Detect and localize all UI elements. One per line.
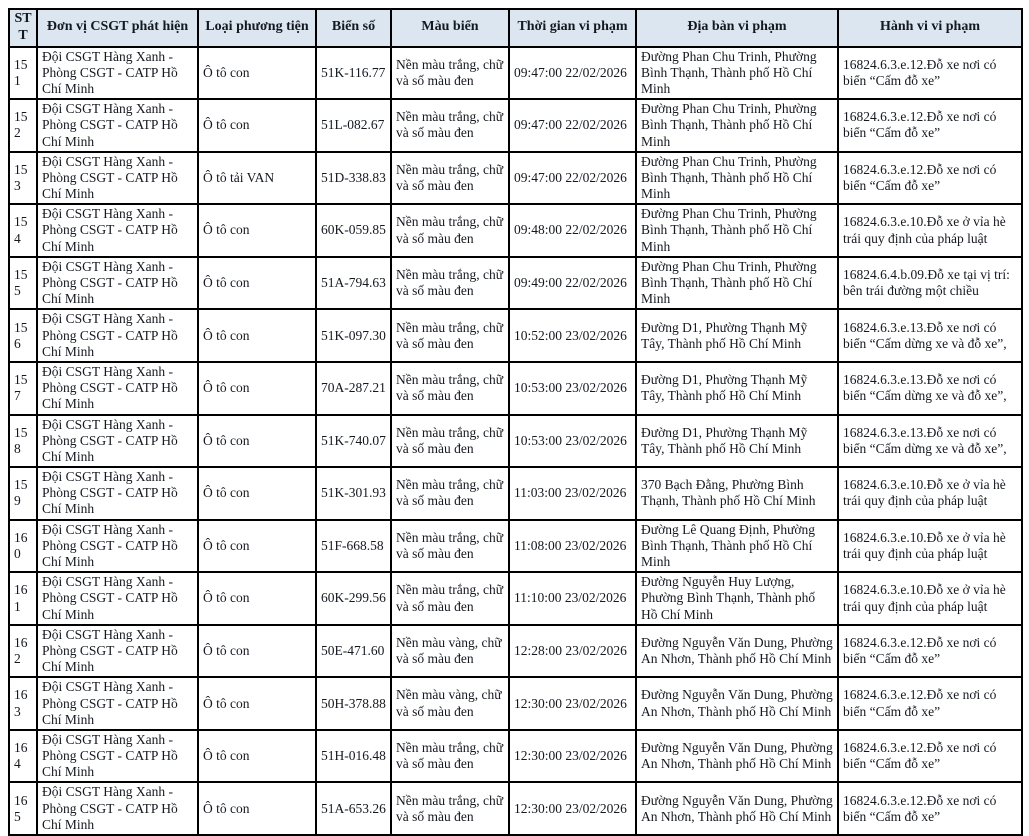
- vehicle-type-cell: Ô tô con: [198, 47, 316, 100]
- table-row: [9, 625, 1022, 678]
- plate-number-cell: 51D-338.83: [316, 152, 391, 205]
- column-header-detecting-unit: Đơn vị CSGT phát hiện: [37, 9, 198, 47]
- plate-number-cell: 51K-116.77: [316, 47, 391, 100]
- violation-location-cell: Đường Phan Chu Trinh, Phường Bình Thạnh, Thành phố Hồ Chí Minh: [636, 257, 838, 310]
- violation-behavior-cell: 16824.6.3.e.12.Đỗ xe nơi có biển “Cấm đỗ xe”: [838, 47, 1022, 100]
- vehicle-type-cell: Ô tô tải VAN: [198, 152, 316, 205]
- row-number-cell: 156: [9, 309, 37, 362]
- column-header-plate-color: Màu biển: [391, 9, 509, 47]
- table-row: [9, 47, 1022, 100]
- row-number-cell: 153: [9, 152, 37, 205]
- table-row: [9, 467, 1022, 520]
- violation-time-cell: 11:08:00 23/02/2026: [509, 520, 636, 573]
- row-number-cell: 163: [9, 677, 37, 730]
- violations-table: [8, 8, 1023, 836]
- plate-color-cell: Nền màu trắng, chữ và số màu đen: [391, 572, 509, 625]
- detecting-unit-cell: Đội CSGT Hàng Xanh - Phòng CSGT - CATP Hồ Chí Minh: [37, 730, 198, 783]
- plate-number-cell: 51A-794.63: [316, 257, 391, 310]
- violation-location-cell: Đường Phan Chu Trinh, Phường Bình Thạnh, Thành phố Hồ Chí Minh: [636, 47, 838, 100]
- column-header-violation-location: Địa bàn vi phạm: [636, 9, 838, 47]
- vehicle-type-cell: Ô tô con: [198, 467, 316, 520]
- plate-color-cell: Nền màu vàng, chữ và số màu đen: [391, 677, 509, 730]
- row-number-cell: 160: [9, 520, 37, 573]
- violation-behavior-cell: 16824.6.3.e.12.Đỗ xe nơi có biển “Cấm đỗ xe”: [838, 152, 1022, 205]
- violation-behavior-cell: 16824.6.3.e.13.Đỗ xe nơi có biển “Cấm dừng xe và đỗ xe”,: [838, 309, 1022, 362]
- detecting-unit-cell: Đội CSGT Hàng Xanh - Phòng CSGT - CATP Hồ Chí Minh: [37, 257, 198, 310]
- violation-time-cell: 10:52:00 23/02/2026: [509, 309, 636, 362]
- violation-behavior-cell: 16824.6.3.e.12.Đỗ xe nơi có biển “Cấm đỗ xe”: [838, 677, 1022, 730]
- plate-number-cell: 51K-097.30: [316, 309, 391, 362]
- plate-number-cell: 51K-301.93: [316, 467, 391, 520]
- row-number-cell: 165: [9, 782, 37, 835]
- violation-behavior-cell: 16824.6.3.e.10.Đỗ xe ở vỉa hè trái quy định của pháp luật: [838, 467, 1022, 520]
- violation-location-cell: 370 Bạch Đằng, Phường Bình Thạnh, Thành phố Hồ Chí Minh: [636, 467, 838, 520]
- violation-behavior-cell: 16824.6.3.e.10.Đỗ xe ở vỉa hè trái quy định của pháp luật: [838, 204, 1022, 257]
- plate-number-cell: 51L-082.67: [316, 99, 391, 152]
- violation-location-cell: Đường Nguyễn Văn Dung, Phường An Nhơn, Thành phố Hồ Chí Minh: [636, 730, 838, 783]
- table-row: [9, 152, 1022, 205]
- plate-number-cell: 51H-016.48: [316, 730, 391, 783]
- row-number-cell: 155: [9, 257, 37, 310]
- vehicle-type-cell: Ô tô con: [198, 677, 316, 730]
- violation-time-cell: 12:30:00 23/02/2026: [509, 782, 636, 835]
- violation-time-cell: 11:10:00 23/02/2026: [509, 572, 636, 625]
- row-number-cell: 159: [9, 467, 37, 520]
- violation-time-cell: 10:53:00 23/02/2026: [509, 362, 636, 415]
- table-row: [9, 415, 1022, 468]
- detecting-unit-cell: Đội CSGT Hàng Xanh - Phòng CSGT - CATP Hồ Chí Minh: [37, 204, 198, 257]
- violation-location-cell: Đường D1, Phường Thạnh Mỹ Tây, Thành phố Hồ Chí Minh: [636, 362, 838, 415]
- header-row: [9, 9, 1022, 47]
- violation-time-cell: 12:28:00 23/02/2026: [509, 625, 636, 678]
- detecting-unit-cell: Đội CSGT Hàng Xanh - Phòng CSGT - CATP Hồ Chí Minh: [37, 362, 198, 415]
- violation-behavior-cell: 16824.6.3.e.12.Đỗ xe nơi có biển “Cấm đỗ xe”: [838, 730, 1022, 783]
- violation-location-cell: Đường Phan Chu Trinh, Phường Bình Thạnh, Thành phố Hồ Chí Minh: [636, 99, 838, 152]
- row-number-cell: 157: [9, 362, 37, 415]
- detecting-unit-cell: Đội CSGT Hàng Xanh - Phòng CSGT - CATP Hồ Chí Minh: [37, 782, 198, 835]
- row-number-cell: 154: [9, 204, 37, 257]
- detecting-unit-cell: Đội CSGT Hàng Xanh - Phòng CSGT - CATP Hồ Chí Minh: [37, 99, 198, 152]
- plate-color-cell: Nền màu trắng, chữ và số màu đen: [391, 782, 509, 835]
- vehicle-type-cell: Ô tô con: [198, 572, 316, 625]
- plate-color-cell: Nền màu trắng, chữ và số màu đen: [391, 730, 509, 783]
- vehicle-type-cell: Ô tô con: [198, 415, 316, 468]
- violation-behavior-cell: 16824.6.3.e.13.Đỗ xe nơi có biển “Cấm dừng xe và đỗ xe”,: [838, 415, 1022, 468]
- row-number-cell: 152: [9, 99, 37, 152]
- column-header-violation-behavior: Hành vi vi phạm: [838, 9, 1022, 47]
- table-row: [9, 99, 1022, 152]
- vehicle-type-cell: Ô tô con: [198, 99, 316, 152]
- violation-location-cell: Đường Phan Chu Trinh, Phường Bình Thạnh, Thành phố Hồ Chí Minh: [636, 204, 838, 257]
- vehicle-type-cell: Ô tô con: [198, 782, 316, 835]
- violation-location-cell: Đường Nguyễn Văn Dung, Phường An Nhơn, Thành phố Hồ Chí Minh: [636, 677, 838, 730]
- table-row: [9, 782, 1022, 835]
- vehicle-type-cell: Ô tô con: [198, 625, 316, 678]
- plate-color-cell: Nền màu vàng, chữ và số màu đen: [391, 625, 509, 678]
- row-number-cell: 158: [9, 415, 37, 468]
- plate-color-cell: Nền màu trắng, chữ và số màu đen: [391, 362, 509, 415]
- plate-color-cell: Nền màu trắng, chữ và số màu đen: [391, 204, 509, 257]
- plate-color-cell: Nền màu trắng, chữ và số màu đen: [391, 467, 509, 520]
- violation-location-cell: Đường Nguyễn Văn Dung, Phường An Nhơn, Thành phố Hồ Chí Minh: [636, 782, 838, 835]
- vehicle-type-cell: Ô tô con: [198, 520, 316, 573]
- vehicle-type-cell: Ô tô con: [198, 362, 316, 415]
- table-row: [9, 309, 1022, 362]
- detecting-unit-cell: Đội CSGT Hàng Xanh - Phòng CSGT - CATP Hồ Chí Minh: [37, 520, 198, 573]
- violation-behavior-cell: 16824.6.3.e.12.Đỗ xe nơi có biển “Cấm đỗ xe”: [838, 99, 1022, 152]
- plate-number-cell: 50H-378.88: [316, 677, 391, 730]
- violation-time-cell: 09:47:00 22/02/2026: [509, 152, 636, 205]
- row-number-cell: 164: [9, 730, 37, 783]
- violation-behavior-cell: 16824.6.3.e.10.Đỗ xe ở vỉa hè trái quy định của pháp luật: [838, 572, 1022, 625]
- plate-number-cell: 51K-740.07: [316, 415, 391, 468]
- row-number-cell: 151: [9, 47, 37, 100]
- violations-table-body: [9, 47, 1022, 835]
- plate-number-cell: 60K-299.56: [316, 572, 391, 625]
- violation-behavior-cell: 16824.6.3.e.13.Đỗ xe nơi có biển “Cấm dừng xe và đỗ xe”,: [838, 362, 1022, 415]
- violation-time-cell: 12:30:00 23/02/2026: [509, 677, 636, 730]
- violation-time-cell: 09:47:00 22/02/2026: [509, 47, 636, 100]
- detecting-unit-cell: Đội CSGT Hàng Xanh - Phòng CSGT - CATP Hồ Chí Minh: [37, 467, 198, 520]
- plate-color-cell: Nền màu trắng, chữ và số màu đen: [391, 99, 509, 152]
- plate-color-cell: Nền màu trắng, chữ và số màu đen: [391, 520, 509, 573]
- violation-time-cell: 09:49:00 22/02/2026: [509, 257, 636, 310]
- violation-location-cell: Đường Nguyễn Huy Lượng, Phường Bình Thạnh, Thành phố Hồ Chí Minh: [636, 572, 838, 625]
- column-header-violation-time: Thời gian vi phạm: [509, 9, 636, 47]
- plate-number-cell: 70A-287.21: [316, 362, 391, 415]
- violation-time-cell: 09:48:00 22/02/2026: [509, 204, 636, 257]
- table-row: [9, 362, 1022, 415]
- table-row: [9, 204, 1022, 257]
- table-row: [9, 730, 1022, 783]
- column-header-stt: STT: [9, 9, 37, 47]
- table-row: [9, 257, 1022, 310]
- detecting-unit-cell: Đội CSGT Hàng Xanh - Phòng CSGT - CATP Hồ Chí Minh: [37, 415, 198, 468]
- table-row: [9, 677, 1022, 730]
- violation-time-cell: 12:30:00 23/02/2026: [509, 730, 636, 783]
- plate-number-cell: 51F-668.58: [316, 520, 391, 573]
- violation-time-cell: 09:47:00 22/02/2026: [509, 99, 636, 152]
- plate-color-cell: Nền màu trắng, chữ và số màu đen: [391, 257, 509, 310]
- detecting-unit-cell: Đội CSGT Hàng Xanh - Phòng CSGT - CATP Hồ Chí Minh: [37, 47, 198, 100]
- plate-color-cell: Nền màu trắng, chữ và số màu đen: [391, 415, 509, 468]
- detecting-unit-cell: Đội CSGT Hàng Xanh - Phòng CSGT - CATP Hồ Chí Minh: [37, 625, 198, 678]
- table-row: [9, 520, 1022, 573]
- column-header-vehicle-type: Loại phương tiện: [198, 9, 316, 47]
- vehicle-type-cell: Ô tô con: [198, 309, 316, 362]
- violation-behavior-cell: 16824.6.3.e.10.Đỗ xe ở vỉa hè trái quy định của pháp luật: [838, 520, 1022, 573]
- violation-location-cell: Đường D1, Phường Thạnh Mỹ Tây, Thành phố Hồ Chí Minh: [636, 415, 838, 468]
- plate-color-cell: Nền màu trắng, chữ và số màu đen: [391, 152, 509, 205]
- detecting-unit-cell: Đội CSGT Hàng Xanh - Phòng CSGT - CATP Hồ Chí Minh: [37, 572, 198, 625]
- detecting-unit-cell: Đội CSGT Hàng Xanh - Phòng CSGT - CATP Hồ Chí Minh: [37, 677, 198, 730]
- row-number-cell: 161: [9, 572, 37, 625]
- violation-location-cell: Đường Phan Chu Trinh, Phường Bình Thạnh, Thành phố Hồ Chí Minh: [636, 152, 838, 205]
- plate-number-cell: 50E-471.60: [316, 625, 391, 678]
- violation-behavior-cell: 16824.6.3.e.12.Đỗ xe nơi có biển “Cấm đỗ xe”: [838, 625, 1022, 678]
- plate-number-cell: 51A-653.26: [316, 782, 391, 835]
- column-header-plate-number: Biển số: [316, 9, 391, 47]
- vehicle-type-cell: Ô tô con: [198, 257, 316, 310]
- plate-color-cell: Nền màu trắng, chữ và số màu đen: [391, 309, 509, 362]
- plate-number-cell: 60K-059.85: [316, 204, 391, 257]
- plate-color-cell: Nền màu trắng, chữ và số màu đen: [391, 47, 509, 100]
- violation-time-cell: 11:03:00 23/02/2026: [509, 467, 636, 520]
- violation-location-cell: Đường D1, Phường Thạnh Mỹ Tây, Thành phố Hồ Chí Minh: [636, 309, 838, 362]
- violation-time-cell: 10:53:00 23/02/2026: [509, 415, 636, 468]
- violation-behavior-cell: 16824.6.3.e.12.Đỗ xe nơi có biển “Cấm đỗ xe”: [838, 782, 1022, 835]
- table-row: [9, 572, 1022, 625]
- violation-behavior-cell: 16824.6.4.b.09.Đỗ xe tại vị trí: bên trái đường một chiều: [838, 257, 1022, 310]
- detecting-unit-cell: Đội CSGT Hàng Xanh - Phòng CSGT - CATP Hồ Chí Minh: [37, 309, 198, 362]
- vehicle-type-cell: Ô tô con: [198, 204, 316, 257]
- violation-location-cell: Đường Nguyễn Văn Dung, Phường An Nhơn, Thành phố Hồ Chí Minh: [636, 625, 838, 678]
- violation-location-cell: Đường Lê Quang Định, Phường Bình Thạnh, Thành phố Hồ Chí Minh: [636, 520, 838, 573]
- detecting-unit-cell: Đội CSGT Hàng Xanh - Phòng CSGT - CATP Hồ Chí Minh: [37, 152, 198, 205]
- row-number-cell: 162: [9, 625, 37, 678]
- vehicle-type-cell: Ô tô con: [198, 730, 316, 783]
